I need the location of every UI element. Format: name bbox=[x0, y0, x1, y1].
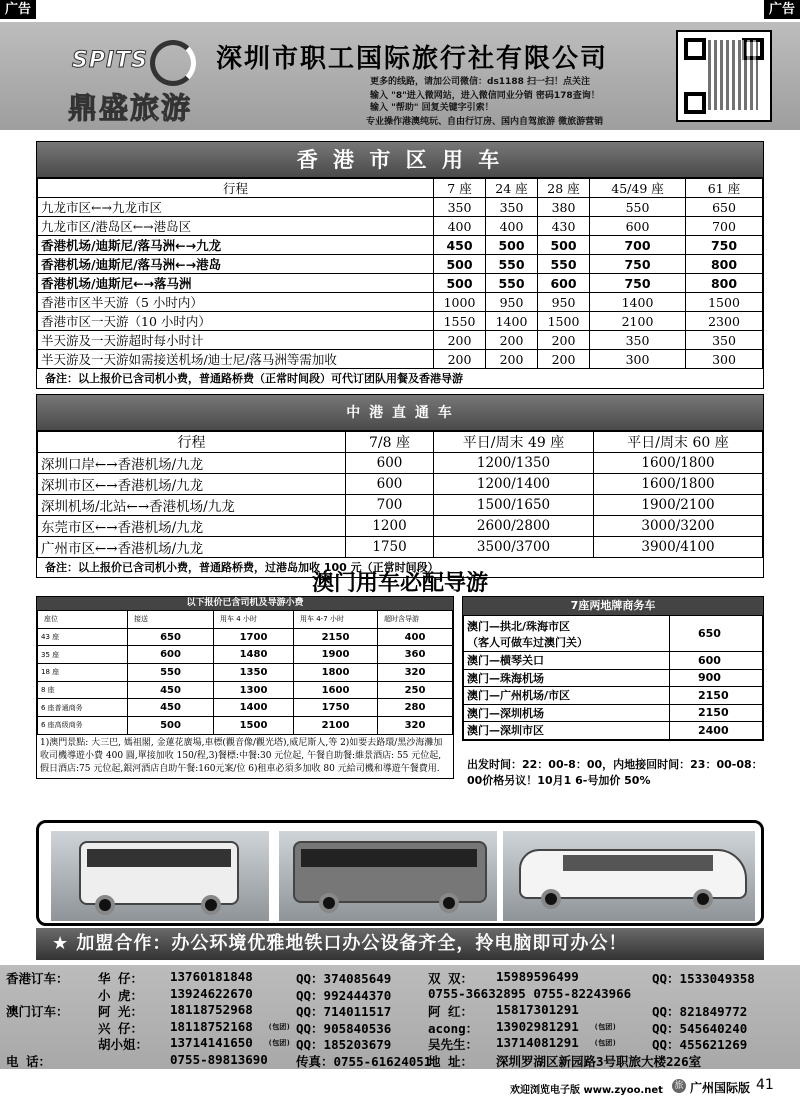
contact-tag-2: (包团) bbox=[594, 1022, 617, 1031]
macau-guide-table bbox=[36, 596, 454, 779]
macau-header-cell: 超时含导游 bbox=[378, 611, 453, 629]
business-route: 澳门—拱北/珠海市区 （客人可做车过澳门关） bbox=[464, 616, 670, 652]
contact-label: 澳门订车： bbox=[6, 1004, 69, 1019]
hk-cell: 半天游及一天游如需接送机场/迪士尼/落马洲等需加收 bbox=[38, 350, 434, 369]
hk-cell: 香港市区半天游（5 小时内） bbox=[38, 293, 434, 312]
macau-header-cell: 用车 4-7 小时 bbox=[294, 611, 378, 629]
hk-cell: 200 bbox=[486, 331, 538, 350]
macau-cell: 8 座 bbox=[38, 681, 128, 699]
cross-cell: 1200/1350 bbox=[434, 453, 594, 474]
contact-qq: QQ：374085649 bbox=[296, 971, 392, 986]
table-row bbox=[38, 331, 763, 350]
ad-label-left: 广告 bbox=[0, 0, 36, 19]
hk-cell: 200 bbox=[434, 350, 486, 369]
cross-cell: 深圳口岸←→香港机场/九龙 bbox=[38, 453, 346, 474]
macau-cell: 2150 bbox=[294, 628, 378, 646]
hk-cell: 800 bbox=[686, 255, 763, 274]
macau-cell: 1400 bbox=[214, 699, 294, 717]
contact-tag: (包团) bbox=[268, 1022, 291, 1031]
contact-name: 小 虎： bbox=[98, 987, 144, 1003]
macau-cell: 1900 bbox=[294, 646, 378, 664]
table-row bbox=[464, 669, 763, 687]
contact-qq-2: QQ：821849772 bbox=[652, 1004, 748, 1019]
macau-cell: 250 bbox=[378, 681, 453, 699]
hk-cell: 300 bbox=[686, 350, 763, 369]
macau-cell: 550 bbox=[128, 664, 214, 682]
macau-cell: 1750 bbox=[294, 699, 378, 717]
business-route: 澳门—广州机场/市区 bbox=[464, 687, 670, 705]
macau-cell: 35 座 bbox=[38, 646, 128, 664]
macau-title: 澳门用车必配导游 bbox=[311, 571, 488, 596]
logo-chinese: 鼎盛旅游 bbox=[68, 91, 193, 125]
macau-cell: 500 bbox=[128, 717, 214, 735]
cross-cell: 600 bbox=[346, 453, 434, 474]
table-row bbox=[38, 293, 763, 312]
hk-cell: 550 bbox=[486, 255, 538, 274]
contact-label: 电 话： bbox=[6, 1053, 52, 1069]
table-row bbox=[38, 664, 453, 682]
cross-border-note: 备注：以上报价已含司机小费，普通路桥费，过港岛加收 100 元（正常时间段） bbox=[45, 561, 439, 574]
hk-cell: 950 bbox=[486, 293, 538, 312]
contact-qq: QQ：185203679 bbox=[296, 1037, 392, 1052]
hk-cell: 650 bbox=[686, 198, 763, 217]
cross-header-cell: 行程 bbox=[38, 432, 346, 453]
hk-cell: 1400 bbox=[486, 312, 538, 331]
hk-cell: 2300 bbox=[686, 312, 763, 331]
hk-cell: 500 bbox=[434, 274, 486, 293]
contact-name-2: acong： bbox=[428, 1020, 479, 1036]
cross-cell: 600 bbox=[346, 474, 434, 495]
contact-name: 胡小姐： bbox=[98, 1037, 149, 1052]
business-route: 澳门—深圳机场 bbox=[464, 704, 670, 722]
table-row bbox=[38, 699, 453, 717]
hk-cell: 1400 bbox=[590, 293, 686, 312]
header-line: 专业操作港澳纯玩、自由行订房、国内自驾旅游 微旅游营销 bbox=[366, 117, 604, 127]
hk-cell: 1550 bbox=[434, 312, 486, 331]
logo-text: SPITS bbox=[72, 48, 149, 73]
business-price: 650 bbox=[670, 616, 763, 652]
cross-cell: 3900/4100 bbox=[594, 537, 763, 558]
macau-cell: 600 bbox=[128, 646, 214, 664]
macau-business-car-title: 7座两地牌商务车 bbox=[463, 597, 763, 615]
hk-cell: 350 bbox=[686, 331, 763, 350]
hk-cell: 1500 bbox=[538, 312, 590, 331]
cross-cell: 1750 bbox=[346, 537, 434, 558]
cross-cell: 东莞市区←→香港机场/九龙 bbox=[38, 516, 346, 537]
mpv-photo bbox=[503, 831, 755, 921]
hk-cell: 450 bbox=[434, 236, 486, 255]
cross-header-cell: 平日/周末 49 座 bbox=[434, 432, 594, 453]
footer-edition: 广州国际版 bbox=[690, 1081, 751, 1095]
business-route: 澳门—横琴关口 bbox=[464, 652, 670, 670]
contact-qq: QQ：714011517 bbox=[296, 1004, 392, 1019]
macau-header-cell: 用车 4 小时 bbox=[214, 611, 294, 629]
header-line: 更多的线路，请加公司微信：ds1188 扫一扫！点关注 bbox=[370, 77, 590, 87]
table-row bbox=[38, 217, 763, 236]
table-row bbox=[464, 616, 763, 652]
hk-cell: 350 bbox=[590, 331, 686, 350]
cross-cell: 700 bbox=[346, 495, 434, 516]
hk-cell: 750 bbox=[590, 255, 686, 274]
macau-business-car-notes: 出发时间：22：00-8：00，内地接回时间：23：00-08：00价格另议！10月1 6-号加价 50% bbox=[467, 758, 763, 787]
macau-cell: 6 座高级商务 bbox=[38, 717, 128, 735]
macau-guide-table-title: 以下报价已含司机及导游小费 bbox=[37, 597, 453, 610]
macau-cell: 360 bbox=[378, 646, 453, 664]
hk-cell: 九龙市区/港岛区←→港岛区 bbox=[38, 217, 434, 236]
hk-cell: 香港机场/迪斯尼/落马洲←→港岛 bbox=[38, 255, 434, 274]
macau-business-car-table bbox=[462, 596, 764, 741]
logo-swirl-icon bbox=[150, 40, 196, 86]
hk-table-title: 香 港 市 区 用 车 bbox=[37, 142, 763, 178]
cross-border-title: 中 港 直 通 车 bbox=[37, 395, 763, 431]
contact-phone: 13924622670 bbox=[170, 985, 253, 1001]
hk-cell: 550 bbox=[590, 198, 686, 217]
business-route: 澳门—珠海机场 bbox=[464, 669, 670, 687]
macau-cell: 1500 bbox=[214, 717, 294, 735]
table-row bbox=[38, 628, 453, 646]
hk-cell: 200 bbox=[538, 331, 590, 350]
hk-cell: 950 bbox=[538, 293, 590, 312]
contact-tag: (包团) bbox=[268, 1039, 291, 1047]
page-number: 41 bbox=[756, 1077, 774, 1093]
macau-cell: 450 bbox=[128, 681, 214, 699]
hk-cell: 500 bbox=[538, 236, 590, 255]
ad-label-right: 广告 bbox=[764, 0, 800, 19]
hk-cell: 800 bbox=[686, 274, 763, 293]
macau-cell: 1480 bbox=[214, 646, 294, 664]
macau-header-cell: 座位 bbox=[38, 611, 128, 629]
hk-cell: 1500 bbox=[686, 293, 763, 312]
hk-note: 备注：以上报价已含司机小费，普通路桥费（正常时间段）可代订团队用餐及香港导游 bbox=[45, 372, 463, 385]
cross-cell: 3500/3700 bbox=[434, 537, 594, 558]
macau-guide-notes: 1)澳門景點: 大三巴, 媽祖閣, 金蓮花廣場,車標(觀音像/觀光塔),威尼斯人,等 2)如要去路環/黑沙海灘加收司機導遊小費 400 圓,單接加收 150/程,3)餐標:中餐:30 元位起, 午餐自助餐:維景酒店: 55 元位起,假日酒店:75 元位起,銀河酒店自助午餐:160元案/位 6)租車必須多加收 80 元給司機和導遊午餐費用. bbox=[40, 737, 443, 774]
hk-header-cell: 行程 bbox=[38, 179, 434, 198]
hk-table bbox=[36, 141, 764, 389]
footer bbox=[0, 1073, 800, 1100]
contact-qq-2: QQ：1533049358 bbox=[652, 971, 755, 986]
table-row bbox=[38, 198, 763, 217]
contact-phone-2: 深圳罗湖区新园路3号职旅大楼226室 bbox=[496, 1053, 702, 1069]
table-row bbox=[38, 516, 763, 537]
table-row bbox=[38, 453, 763, 474]
contact-phone-2: 13714081291 bbox=[496, 1035, 579, 1050]
hk-header-cell: 24 座 bbox=[486, 179, 538, 198]
macau-cell: 1700 bbox=[214, 628, 294, 646]
macau-cell: 320 bbox=[378, 664, 453, 682]
contact-qq-2: QQ：545640240 bbox=[652, 1020, 748, 1036]
table-row bbox=[464, 722, 763, 740]
macau-cell: 1350 bbox=[214, 664, 294, 682]
hk-cell: 200 bbox=[538, 350, 590, 369]
cross-cell: 深圳机场/北站←→香港机场/九龙 bbox=[38, 495, 346, 516]
join-banner: ★ 加盟合作：办公环境优雅地铁口办公设备齐全，拎电脑即可办公！ bbox=[36, 928, 764, 960]
table-row bbox=[38, 495, 763, 516]
cross-cell: 广州市区←→香港机场/九龙 bbox=[38, 537, 346, 558]
cross-cell: 1200 bbox=[346, 516, 434, 537]
table-row bbox=[38, 717, 453, 735]
minibus-photo bbox=[51, 831, 269, 921]
contacts-panel bbox=[0, 965, 800, 1069]
hk-header-cell: 7 座 bbox=[434, 179, 486, 198]
hk-cell: 2100 bbox=[590, 312, 686, 331]
cross-header-cell: 平日/周末 60 座 bbox=[594, 432, 763, 453]
cross-cell: 1900/2100 bbox=[594, 495, 763, 516]
company-name: 深圳市职工国际旅行社有限公司 bbox=[216, 44, 609, 74]
contact-qq: 传真：0755-61624051 bbox=[296, 1053, 432, 1069]
business-price: 2400 bbox=[670, 722, 763, 740]
contact-phone-2: 15989596499 bbox=[496, 969, 579, 984]
hk-header-cell: 28 座 bbox=[538, 179, 590, 198]
hk-cell: 380 bbox=[538, 198, 590, 217]
contact-phone-2: 13902981291 bbox=[496, 1018, 579, 1034]
contact-phone: 18118752968 bbox=[170, 1002, 253, 1017]
hk-cell: 550 bbox=[538, 255, 590, 274]
contact-phone: 13760181848 bbox=[170, 969, 253, 984]
table-row bbox=[38, 350, 763, 369]
business-price: 2150 bbox=[670, 687, 763, 705]
contact-phone: 0755-89813690 bbox=[170, 1051, 268, 1067]
contact-name-2: 地 址： bbox=[428, 1053, 474, 1069]
table-row bbox=[38, 236, 763, 255]
coach-photo bbox=[279, 831, 497, 921]
table-row bbox=[464, 652, 763, 670]
macau-cell: 1800 bbox=[294, 664, 378, 682]
macau-cell: 18 座 bbox=[38, 664, 128, 682]
hk-cell: 750 bbox=[590, 274, 686, 293]
hk-cell: 500 bbox=[486, 236, 538, 255]
macau-header-cell: 接送 bbox=[128, 611, 214, 629]
hk-cell: 350 bbox=[486, 198, 538, 217]
macau-cell: 1600 bbox=[294, 681, 378, 699]
hk-header-cell: 61 座 bbox=[686, 179, 763, 198]
cross-cell: 3000/3200 bbox=[594, 516, 763, 537]
hk-cell: 500 bbox=[434, 255, 486, 274]
contact-phone: 13714141650 bbox=[170, 1035, 253, 1050]
macau-cell: 2100 bbox=[294, 717, 378, 735]
contact-phone: 18118752168 bbox=[170, 1018, 253, 1034]
footer-website[interactable]: 欢迎浏览电子版 www.zyoo.net bbox=[510, 1085, 663, 1096]
contact-name: 华 仔： bbox=[98, 971, 144, 986]
macau-cell: 1300 bbox=[214, 681, 294, 699]
table-row bbox=[38, 537, 763, 558]
contact-name-2: 阿 红： bbox=[428, 1004, 474, 1019]
cross-cell: 1500/1650 bbox=[434, 495, 594, 516]
header-line: 输入 "帮助" 回复关键字引索！ bbox=[370, 103, 494, 113]
macau-cell: 280 bbox=[378, 699, 453, 717]
table-row bbox=[38, 474, 763, 495]
hk-cell: 200 bbox=[486, 350, 538, 369]
hk-cell: 200 bbox=[434, 331, 486, 350]
vehicle-photos bbox=[36, 820, 764, 926]
cross-cell: 1200/1400 bbox=[434, 474, 594, 495]
hk-cell: 400 bbox=[434, 217, 486, 236]
hk-cell: 400 bbox=[486, 217, 538, 236]
contact-phone-2: 15817301291 bbox=[496, 1002, 579, 1017]
macau-cell: 320 bbox=[378, 717, 453, 735]
cross-header-cell: 7/8 座 bbox=[346, 432, 434, 453]
contact-name-2: 吴先生： bbox=[428, 1037, 479, 1052]
contact-phone-2: 0755-36632895 0755-82243966 bbox=[428, 985, 632, 1001]
hk-cell: 600 bbox=[538, 274, 590, 293]
header-line: 输入 "8"进入微网站，进入微信同业分销 密码178查询！ bbox=[370, 91, 600, 101]
contact-tag-2: (包团) bbox=[594, 1039, 617, 1047]
hk-cell: 半天游及一天游超时每小时计 bbox=[38, 331, 434, 350]
table-row bbox=[464, 704, 763, 722]
hk-cell: 700 bbox=[590, 236, 686, 255]
hk-cell: 430 bbox=[538, 217, 590, 236]
hk-cell: 750 bbox=[686, 236, 763, 255]
cross-cell: 1600/1800 bbox=[594, 474, 763, 495]
footer-badge-icon: 旅 bbox=[672, 1079, 686, 1093]
hk-header-cell: 45/49 座 bbox=[590, 179, 686, 198]
macau-cell: 6 座普通商务 bbox=[38, 699, 128, 717]
hk-cell: 300 bbox=[590, 350, 686, 369]
cross-cell: 1600/1800 bbox=[594, 453, 763, 474]
hk-cell: 香港机场/迪斯尼←→落马洲 bbox=[38, 274, 434, 293]
contact-label: 香港订车： bbox=[6, 971, 69, 986]
macau-cell: 450 bbox=[128, 699, 214, 717]
macau-cell: 400 bbox=[378, 628, 453, 646]
business-route: 澳门—深圳市区 bbox=[464, 722, 670, 740]
business-price: 2150 bbox=[670, 704, 763, 722]
hk-cell: 九龙市区←→九龙市区 bbox=[38, 198, 434, 217]
hk-cell: 香港市区一天游（10 小时内） bbox=[38, 312, 434, 331]
contact-name-2: 双 双： bbox=[428, 971, 474, 986]
qr-code-icon bbox=[676, 30, 772, 122]
table-row bbox=[38, 646, 453, 664]
table-row bbox=[38, 255, 763, 274]
contact-name: 兴 仔： bbox=[98, 1020, 144, 1036]
business-price: 900 bbox=[670, 669, 763, 687]
macau-cell: 650 bbox=[128, 628, 214, 646]
hk-cell: 550 bbox=[486, 274, 538, 293]
hk-cell: 香港机场/迪斯尼/落马洲←→九龙 bbox=[38, 236, 434, 255]
table-row bbox=[38, 681, 453, 699]
hk-cell: 350 bbox=[434, 198, 486, 217]
contact-qq: QQ：905840536 bbox=[296, 1020, 392, 1036]
business-price: 600 bbox=[670, 652, 763, 670]
hk-cell: 1000 bbox=[434, 293, 486, 312]
cross-cell: 2600/2800 bbox=[434, 516, 594, 537]
cross-border-table bbox=[36, 394, 764, 578]
contact-qq-2: QQ：455621269 bbox=[652, 1037, 748, 1052]
cross-cell: 深圳市区←→香港机场/九龙 bbox=[38, 474, 346, 495]
table-row bbox=[38, 274, 763, 293]
contact-name: 阿 光： bbox=[98, 1004, 144, 1019]
macau-cell: 43 座 bbox=[38, 628, 128, 646]
table-row bbox=[38, 312, 763, 331]
hk-cell: 700 bbox=[686, 217, 763, 236]
table-row bbox=[464, 687, 763, 705]
hk-cell: 600 bbox=[590, 217, 686, 236]
contact-qq: QQ：992444370 bbox=[296, 987, 392, 1003]
